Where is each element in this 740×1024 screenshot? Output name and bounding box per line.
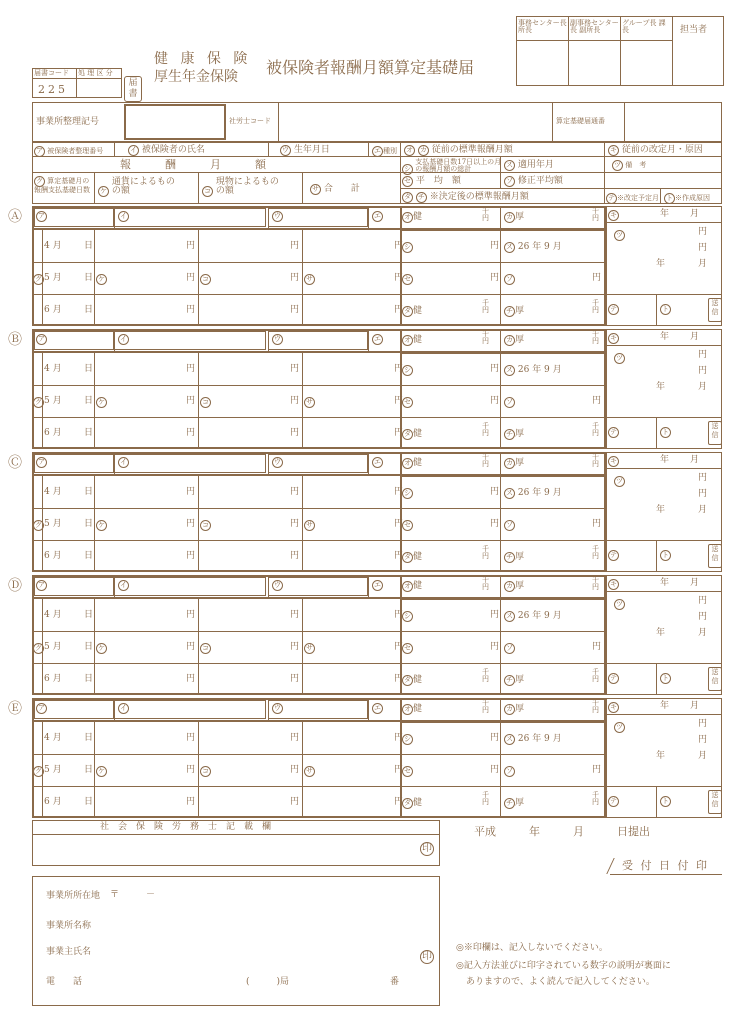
stamp-col-2: 副事務センター長 副所長	[570, 19, 619, 34]
birth-date-field[interactable]	[268, 700, 368, 719]
yen-unit-total: 円	[394, 519, 404, 529]
yen-unit: 円	[490, 610, 500, 620]
remarks-year: 年	[656, 259, 666, 269]
yen-unit: 円	[592, 519, 602, 529]
kou-label: 厚	[515, 581, 525, 591]
sen-yen: 千円	[592, 545, 599, 560]
day-unit: 日	[84, 610, 94, 620]
month-label: 4 月	[44, 610, 62, 620]
yen-unit: 円	[490, 765, 500, 775]
prev-year: 年	[660, 701, 670, 711]
yen-unit-currency: 円	[186, 610, 196, 620]
yen-unit-currency: 円	[186, 551, 196, 561]
col-decided: 決定後の標準報酬月額	[438, 192, 529, 202]
remarks-year: 年	[656, 382, 666, 392]
office-number-field[interactable]	[124, 104, 226, 140]
sosin-tag: 送信	[708, 667, 722, 691]
day-unit: 日	[84, 733, 94, 743]
office-name-label: 事業所名称	[46, 921, 92, 931]
yen-unit-total: 円	[394, 364, 404, 374]
yen-unit-goods: 円	[290, 305, 300, 315]
yen-unit-goods: 円	[290, 674, 300, 684]
ken-label: 健	[413, 335, 423, 345]
day-unit: 日	[84, 396, 94, 406]
month-label: 4 月	[44, 241, 62, 251]
month-label: 6 月	[44, 305, 62, 315]
yen-unit-total: 円	[394, 428, 404, 438]
sharoushi-code-label: 社労士コード	[229, 117, 271, 125]
row-label: Ⓒ	[8, 455, 22, 471]
remarks-month: 月	[698, 505, 708, 515]
yen-unit-total: 円	[394, 733, 404, 743]
yen-unit-currency: 円	[186, 642, 196, 652]
yen-unit: 円	[490, 733, 500, 743]
col-avg-note: 支払基礎日数17日以上の月の報酬月額の総計	[415, 158, 502, 173]
ken-label: 健	[413, 458, 423, 468]
insured-number-field[interactable]	[34, 700, 114, 719]
month-label: 5 月	[44, 642, 62, 652]
yen-unit-total: 円	[394, 642, 404, 652]
yen-unit-goods: 円	[290, 610, 300, 620]
sosin-tag: 送信	[708, 544, 722, 568]
yen-unit-currency: 円	[186, 428, 196, 438]
col-a: 被保険者整理番号	[47, 147, 104, 155]
ken-label: 健	[413, 798, 423, 808]
col-total: 合 計	[323, 184, 360, 194]
prev-year: 年	[660, 209, 670, 219]
remarks-month: 月	[698, 628, 708, 638]
kou-label: 厚	[515, 675, 525, 685]
remarks-month: 月	[698, 259, 708, 269]
sharoushi-title: 社 会 保 険 労 務 士 記 載 欄	[100, 822, 272, 832]
insured-number-field[interactable]	[34, 454, 114, 473]
month-label: 4 月	[44, 487, 62, 497]
yen-unit: 円	[490, 273, 500, 283]
insured-name-field[interactable]	[114, 700, 266, 719]
receipt-stamp-label: 受 付 日 付 印	[622, 859, 709, 872]
day-unit: 日	[84, 674, 94, 684]
sen-yen: 千円	[592, 330, 599, 345]
insured-name-field[interactable]	[114, 331, 266, 350]
form-title: 被保険者報酬月額算定基礎届	[266, 58, 475, 77]
insured-name-field[interactable]	[114, 577, 266, 596]
seal-mark-2: 印	[422, 951, 432, 962]
yen-unit-goods: 円	[290, 797, 300, 807]
kou-label: 厚	[515, 704, 525, 714]
postal-mark: 〒 －	[110, 890, 156, 900]
ken-label: 健	[413, 704, 423, 714]
yen-unit-goods: 円	[290, 551, 300, 561]
sen-yen: 千円	[482, 422, 489, 437]
yen-unit-goods: 円	[290, 765, 300, 775]
month-label: 5 月	[44, 765, 62, 775]
submit-date: 平成 年 月 日提出	[474, 825, 650, 838]
todoke-mark: 届書	[124, 76, 142, 102]
prev-year: 年	[660, 332, 670, 342]
yen-unit-total: 円	[394, 305, 404, 315]
row-label: Ⓐ	[8, 209, 22, 225]
yen-unit-total: 円	[394, 396, 404, 406]
applied-year: 26 年 9 月	[517, 734, 562, 744]
prev-year: 年	[660, 455, 670, 465]
prev-month: 月	[690, 209, 700, 219]
remarks-yen-2: 円	[698, 243, 708, 253]
yen-unit-total: 円	[394, 487, 404, 497]
sen-yen: 千円	[482, 453, 489, 468]
yen-unit-goods: 円	[290, 364, 300, 374]
col-applied: 適用年月	[517, 160, 554, 170]
yen-unit-total: 円	[394, 610, 404, 620]
stamp-col-1: 事務センター長 所長	[518, 19, 567, 34]
yen-unit: 円	[592, 765, 602, 775]
kou-label: 厚	[515, 306, 525, 316]
row-label: Ⓓ	[8, 578, 22, 594]
col-cause: 作成原因	[682, 194, 710, 202]
row-label: Ⓑ	[8, 332, 22, 348]
yen-unit-currency: 円	[186, 487, 196, 497]
day-unit: 日	[84, 364, 94, 374]
yen-unit-currency: 円	[186, 273, 196, 283]
col-e: 従前の標準報酬月額	[431, 145, 513, 155]
prev-month: 月	[690, 332, 700, 342]
phone-label: 電 話	[46, 977, 83, 987]
remarks-month: 月	[698, 382, 708, 392]
remarks-year: 年	[656, 628, 666, 638]
day-unit: 日	[84, 519, 94, 529]
note-1: ◎※印欄は、記入しないでください。	[456, 943, 608, 953]
sen-yen: 千円	[592, 207, 599, 222]
remarks-year: 年	[656, 505, 666, 515]
yen-unit-currency: 円	[186, 674, 196, 684]
yen-unit-total: 円	[394, 551, 404, 561]
address-label: 事業所所在地	[46, 891, 101, 901]
remarks-yen-1: 円	[698, 596, 708, 606]
applied-year: 26 年 9 月	[517, 611, 562, 621]
yen-unit-total: 円	[394, 797, 404, 807]
ken-label: 健	[413, 581, 423, 591]
kou-label: 厚	[515, 429, 525, 439]
day-unit: 日	[84, 551, 94, 561]
remarks-yen-2: 円	[698, 735, 708, 745]
birth-date-field[interactable]	[268, 331, 368, 350]
yen-unit-goods: 円	[290, 396, 300, 406]
insured-number-field[interactable]	[34, 331, 114, 350]
sen-yen: 千円	[482, 299, 489, 314]
row-label: Ⓔ	[8, 701, 22, 717]
yen-unit: 円	[592, 396, 602, 406]
kou-label: 厚	[515, 798, 525, 808]
remarks-yen-1: 円	[698, 350, 708, 360]
ken-label: 健	[413, 429, 423, 439]
day-unit: 日	[84, 273, 94, 283]
remarks-yen-2: 円	[698, 366, 708, 376]
yen-unit-goods: 円	[290, 733, 300, 743]
yen-unit-total: 円	[394, 674, 404, 684]
col-goods: 現物によるものの額	[215, 177, 279, 196]
remarks-yen-1: 円	[698, 473, 708, 483]
remarks-year: 年	[656, 751, 666, 761]
yen-unit-goods: 円	[290, 241, 300, 251]
sen-yen: 千円	[592, 668, 599, 683]
applied-year: 26 年 9 月	[517, 242, 562, 252]
col-days: ク 算定基礎月の報酬支払基礎日数	[34, 177, 90, 194]
col-f: 従前の改定月・原因	[621, 145, 703, 155]
kou-label: 厚	[515, 335, 525, 345]
sen-yen: 千円	[592, 453, 599, 468]
applied-year: 26 年 9 月	[517, 365, 562, 375]
prev-month: 月	[690, 701, 700, 711]
yen-unit: 円	[490, 364, 500, 374]
remarks-yen-2: 円	[698, 612, 708, 622]
sen-yen: 千円	[482, 545, 489, 560]
yen-unit-currency: 円	[186, 797, 196, 807]
month-label: 5 月	[44, 396, 62, 406]
yen-unit: 円	[490, 396, 500, 406]
day-unit: 日	[84, 797, 94, 807]
yen-unit-currency: 円	[186, 765, 196, 775]
yen-unit-currency: 円	[186, 241, 196, 251]
remarks-month: 月	[698, 751, 708, 761]
col-d: 種別	[383, 147, 397, 155]
sen-yen: 千円	[482, 668, 489, 683]
yen-unit: 円	[490, 241, 500, 251]
sosin-tag: 送信	[708, 298, 722, 322]
sen-yen: 千円	[592, 699, 599, 714]
day-unit: 日	[84, 241, 94, 251]
seal-mark-1: 印	[422, 843, 432, 854]
basis-label: 算定基礎届通番	[556, 117, 605, 125]
month-label: 6 月	[44, 428, 62, 438]
col-remuneration: 報 酬 月 額	[120, 158, 270, 171]
insured-number-field[interactable]	[34, 208, 114, 227]
prev-year: 年	[660, 578, 670, 588]
form-code-value: 225	[38, 83, 68, 96]
sen-yen: 千円	[592, 576, 599, 591]
sen-yen: 千円	[482, 576, 489, 591]
insured-name-field[interactable]	[114, 454, 266, 473]
yen-unit-currency: 円	[186, 364, 196, 374]
phone-mid: ( )局	[246, 977, 290, 987]
note-2: ◎記入方法並びに印字されている数字の説明が裏面に	[456, 961, 671, 971]
ken-label: 健	[413, 552, 423, 562]
birth-date-field[interactable]	[268, 208, 368, 227]
yen-unit: 円	[490, 642, 500, 652]
yen-unit-currency: 円	[186, 396, 196, 406]
phone-end: 番	[390, 977, 400, 987]
col-plan-month: 改定予定月	[624, 194, 659, 202]
applied-year: 26 年 9 月	[517, 488, 562, 498]
form-code-label: 届書コード	[34, 69, 69, 77]
sen-yen: 千円	[482, 330, 489, 345]
day-unit: 日	[84, 305, 94, 315]
process-label: 処 理 区 分	[78, 69, 113, 77]
sen-yen: 千円	[592, 791, 599, 806]
sen-yen: 千円	[482, 699, 489, 714]
month-label: 4 月	[44, 364, 62, 374]
insured-number-field[interactable]	[34, 577, 114, 596]
ken-label: 健	[413, 212, 423, 222]
month-label: 6 月	[44, 674, 62, 684]
yen-unit: 円	[490, 487, 500, 497]
yen-unit-goods: 円	[290, 273, 300, 283]
yen-unit-total: 円	[394, 273, 404, 283]
yen-unit-total: 円	[394, 765, 404, 775]
birth-date-field[interactable]	[268, 454, 368, 473]
yen-unit-goods: 円	[290, 642, 300, 652]
day-unit: 日	[84, 428, 94, 438]
office-number-label: 事業所整理記号	[36, 117, 100, 127]
col-currency: 通貨によるものの額	[111, 177, 175, 196]
stamp-col-3: グループ長 課長	[622, 19, 666, 34]
yen-unit: 円	[490, 519, 500, 529]
col-remarks: 備 考	[625, 161, 647, 169]
insured-name-field[interactable]	[114, 208, 266, 227]
kou-label: 厚	[515, 212, 525, 222]
remarks-yen-1: 円	[698, 719, 708, 729]
yen-unit-total: 円	[394, 241, 404, 251]
sen-yen: 千円	[482, 207, 489, 222]
owner-name-label: 事業主氏名	[46, 947, 92, 957]
yen-unit-currency: 円	[186, 305, 196, 315]
sosin-tag: 送信	[708, 790, 722, 814]
month-label: 5 月	[44, 273, 62, 283]
kou-label: 厚	[515, 458, 525, 468]
sen-yen: 千円	[482, 791, 489, 806]
col-corrected-avg: 修正平均額	[517, 176, 563, 186]
remarks-yen-1: 円	[698, 227, 708, 237]
yen-unit-goods: 円	[290, 519, 300, 529]
ken-label: 健	[413, 306, 423, 316]
yen-unit-goods: 円	[290, 428, 300, 438]
yen-unit-currency: 円	[186, 519, 196, 529]
yen-unit-goods: 円	[290, 487, 300, 497]
note-3: ありますので、よく読んで記入してください。	[466, 977, 655, 987]
day-unit: 日	[84, 765, 94, 775]
ken-label: 健	[413, 675, 423, 685]
day-unit: 日	[84, 642, 94, 652]
title-kenko: 健 康 保 険	[154, 51, 252, 67]
month-label: 5 月	[44, 519, 62, 529]
birth-date-field[interactable]	[268, 577, 368, 596]
remarks-yen-2: 円	[698, 489, 708, 499]
yen-unit: 円	[592, 273, 602, 283]
yen-unit-currency: 円	[186, 733, 196, 743]
day-unit: 日	[84, 487, 94, 497]
sosin-tag: 送信	[708, 421, 722, 445]
title-kosei: 厚生年金保険	[154, 69, 238, 85]
kou-label: 厚	[515, 552, 525, 562]
month-label: 6 月	[44, 797, 62, 807]
sen-yen: 千円	[592, 299, 599, 314]
sen-yen: 千円	[592, 422, 599, 437]
month-label: 4 月	[44, 733, 62, 743]
col-c: 生年月日	[293, 145, 330, 155]
prev-month: 月	[690, 578, 700, 588]
prev-month: 月	[690, 455, 700, 465]
col-b: 被保険者の氏名	[141, 145, 205, 155]
col-avg: 平 均 額	[415, 176, 461, 186]
month-label: 6 月	[44, 551, 62, 561]
yen-unit: 円	[592, 642, 602, 652]
stamp-col-4: 担当者	[680, 25, 708, 35]
